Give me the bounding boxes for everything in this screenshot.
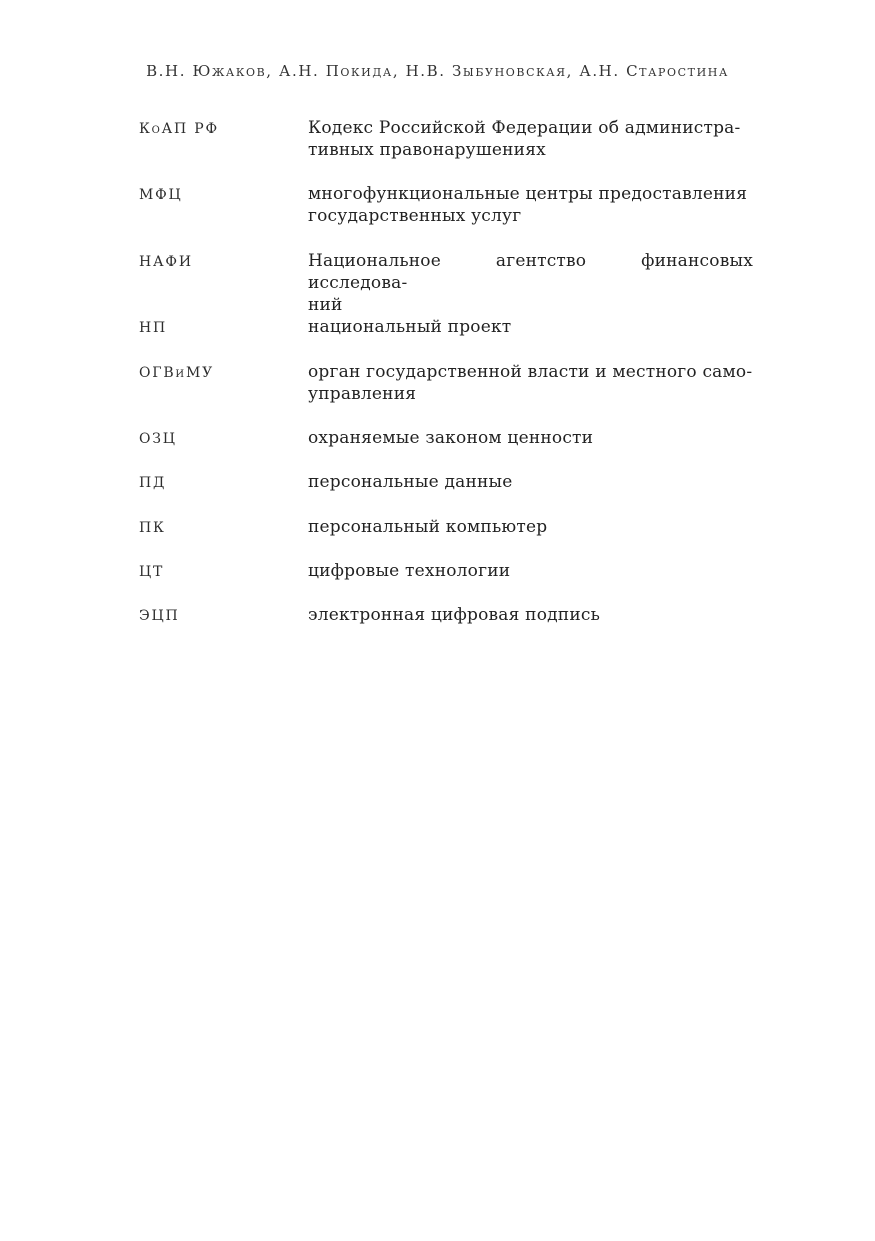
abbreviation-term: КоАП РФ (139, 121, 219, 137)
abbreviation-row (139, 471, 753, 494)
abbreviation-term: ОЗЦ (139, 431, 177, 447)
definition-line: цифровые технологии (308, 561, 511, 581)
definition-line: Кодекс Российской Федерации об администра- (308, 118, 741, 138)
abbreviation-term: ОГВиМУ (139, 365, 215, 381)
abbreviation-definition (308, 427, 753, 450)
definition-line: управления (308, 384, 417, 404)
abbreviation-term: НАФИ (139, 254, 193, 270)
abbreviation-row (139, 560, 753, 583)
abbreviation-definition (308, 250, 753, 316)
definition-line: ний (308, 295, 343, 315)
definition-line: электронная цифровая подпись (308, 605, 601, 625)
abbreviation-row (139, 516, 753, 539)
abbreviation-term: МФЦ (139, 187, 183, 203)
definition-line: тивных правонарушениях (308, 140, 546, 160)
abbreviation-row (139, 250, 753, 316)
abbreviation-row (139, 117, 753, 161)
definition-line: персональные данные (308, 472, 513, 492)
abbreviation-definition (308, 361, 753, 405)
abbreviation-term: ПД (139, 475, 167, 491)
abbreviation-definition (308, 316, 753, 339)
abbreviation-term: ЭЦП (139, 608, 180, 624)
abbreviation-definition (308, 117, 753, 161)
definition-line: национальный проект (308, 317, 512, 337)
definition-line: государственных услуг (308, 206, 522, 226)
abbreviation-row (139, 183, 753, 227)
definition-line: многофункциональные центры предоставления (308, 184, 748, 204)
definition-line: персональный компьютер (308, 517, 548, 537)
definition-line: Национальное агентство финансовых исследова- (308, 251, 753, 293)
abbreviation-row (139, 316, 753, 339)
abbreviation-definition (308, 516, 753, 539)
running-head: В.Н. Южаков, А.Н. Покида, Н.В. Зыбуновская, А.Н. Старостина (146, 62, 729, 80)
abbreviation-row (139, 604, 753, 627)
abbreviation-term: НП (139, 320, 168, 336)
abbreviation-term: ЦТ (139, 564, 165, 580)
abbreviation-row (139, 427, 753, 450)
abbreviation-definition (308, 560, 753, 583)
abbreviation-definition (308, 183, 753, 227)
abbreviation-definition (308, 471, 753, 494)
definition-line: охраняемые законом ценности (308, 428, 594, 448)
abbreviation-definition (308, 604, 753, 627)
abbreviation-row (139, 361, 753, 405)
abbreviation-term: ПК (139, 520, 166, 536)
definition-line: орган государственной власти и местного само- (308, 362, 753, 382)
